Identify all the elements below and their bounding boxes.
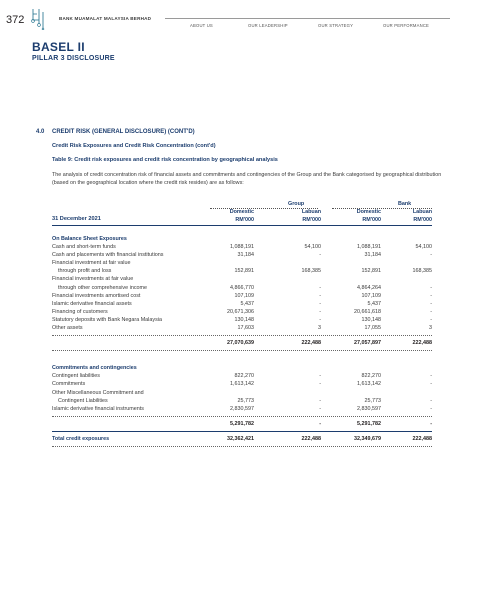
- nav-our-performance[interactable]: OUR PERFORMANCE: [383, 23, 430, 28]
- unit-header: RM'000: [362, 217, 381, 223]
- column-header-labuan-group: Labuan: [301, 209, 321, 215]
- row-value: 1,088,191: [230, 244, 254, 251]
- subtotal-value: 5,291,782: [230, 420, 254, 427]
- section-description: The analysis of credit concentration risk of financial assets and commitments and contingencies of the Group and the Bank categorised by geographical distribution (based on the geographical location where the credit risk resides) are as follows:: [52, 172, 442, 186]
- row-value: 1,088,191: [357, 244, 381, 251]
- total-value: 222,488: [301, 435, 321, 442]
- row-value: -: [430, 284, 432, 291]
- section-heading: [52, 235, 432, 243]
- table-row: [52, 284, 432, 292]
- row-value: 17,603: [237, 325, 254, 332]
- table-row: [52, 372, 432, 380]
- table-row: [52, 275, 432, 283]
- row-value: 25,773: [237, 397, 254, 404]
- row-value: -: [319, 316, 321, 323]
- total-value: 32,362,421: [227, 435, 254, 442]
- row-value: -: [319, 300, 321, 307]
- column-header-domestic-group: Domestic: [229, 209, 254, 215]
- bank-header: Bank: [398, 201, 412, 207]
- row-value: 4,864,264: [357, 284, 381, 291]
- row-label: Commitments: [52, 381, 86, 388]
- row-value: -: [430, 252, 432, 259]
- subtotal-value: -: [430, 420, 432, 427]
- subtotal-value: 5,291,782: [357, 420, 381, 427]
- row-value: 3: [318, 325, 321, 332]
- row-value: -: [430, 373, 432, 380]
- commitments-heading: Commitments and contingencies: [52, 365, 137, 372]
- subtotal-value: -: [319, 420, 321, 427]
- page-subtitle: PILLAR 3 DISCLOSURE: [32, 55, 115, 62]
- table-row: [52, 292, 432, 300]
- row-value: 5,437: [240, 300, 254, 307]
- row-label: Cash and placements with financial institutions: [52, 252, 164, 259]
- organization-name: BANK MUAMALAT MALAYSIA BERHAD: [59, 16, 152, 21]
- unit-header: RM'000: [235, 217, 254, 223]
- row-value: -: [430, 292, 432, 299]
- page-title: BASEL II: [32, 40, 85, 54]
- row-label: Contingent Liabilities: [58, 397, 108, 404]
- row-label: Cash and short-term funds: [52, 244, 116, 251]
- row-label: Statutory deposits with Bank Negara Malaysia: [52, 316, 162, 323]
- table-row: [52, 380, 432, 388]
- row-value: 152,891: [234, 268, 254, 275]
- row-value: 130,148: [361, 316, 381, 323]
- row-value: 31,184: [237, 252, 254, 259]
- row-value: -: [319, 405, 321, 412]
- on-balance-heading: On Balance Sheet Exposures: [52, 236, 127, 242]
- row-value: 1,613,142: [230, 381, 254, 388]
- row-value: -: [430, 300, 432, 307]
- subtotal-value: 222,488: [301, 340, 321, 347]
- row-value: -: [430, 316, 432, 323]
- total-label: Total credit exposures: [52, 435, 110, 442]
- table-row: [52, 259, 432, 267]
- date-header: 31 December 2021: [52, 216, 101, 222]
- row-value: -: [430, 405, 432, 412]
- subtotal-divider: [52, 335, 432, 336]
- row-value: 3: [429, 325, 432, 332]
- row-value: 20,671,306: [227, 308, 254, 315]
- row-value: -: [319, 308, 321, 315]
- table-row: [52, 316, 432, 324]
- subtotal-value: 222,488: [412, 340, 432, 347]
- row-label: Financial investment at fair value: [52, 260, 131, 267]
- row-label: Other assets: [52, 325, 83, 332]
- row-value: 822,270: [234, 373, 254, 380]
- subtotal-value: 27,057,897: [354, 340, 381, 347]
- subtotal-divider: [52, 350, 432, 351]
- total-divider: [52, 446, 432, 447]
- table-row: [52, 243, 432, 251]
- row-value: 107,109: [361, 292, 381, 299]
- row-value: 130,148: [234, 316, 254, 323]
- group-header: Group: [288, 201, 305, 207]
- row-value: 168,385: [301, 268, 321, 275]
- row-value: 2,830,597: [357, 405, 381, 412]
- row-value: 17,055: [364, 325, 381, 332]
- row-label: Financing of customers: [52, 308, 108, 315]
- row-value: 20,661,618: [354, 308, 381, 315]
- row-value: 25,773: [364, 397, 381, 404]
- nav-our-leadership[interactable]: OUR LEADERSHIP: [248, 23, 288, 28]
- row-value: 2,830,597: [230, 405, 254, 412]
- column-header-domestic-bank: Domestic: [356, 209, 381, 215]
- column-header-labuan-bank: Labuan: [412, 209, 432, 215]
- row-value: 152,891: [361, 268, 381, 275]
- table-row: [52, 300, 432, 308]
- row-label: Islamic derivative financial instruments: [52, 405, 144, 412]
- row-label: through profit and loss: [58, 268, 112, 275]
- total-value: 32,349,679: [354, 435, 381, 442]
- on-balance-subtotal-row: [52, 339, 432, 347]
- header-underline: [52, 225, 432, 226]
- row-value: 54,100: [415, 244, 432, 251]
- row-value: 31,184: [364, 252, 381, 259]
- nav-about-us[interactable]: ABOUT US: [190, 23, 213, 28]
- subtotal-value: 27,070,639: [227, 340, 254, 347]
- row-value: -: [319, 373, 321, 380]
- row-value: 54,100: [304, 244, 321, 251]
- table-row: [52, 324, 432, 332]
- row-value: -: [430, 397, 432, 404]
- row-label: Financial investments at fair value: [52, 276, 134, 283]
- total-value: 222,488: [412, 435, 432, 442]
- section-title: CREDIT RISK (GENERAL DISCLOSURE) (CONT'D): [52, 129, 195, 135]
- table-row: [52, 397, 432, 405]
- row-label: Islamic derivative financial assets: [52, 300, 132, 307]
- row-label: Financial investments amortised cost: [52, 292, 141, 299]
- row-value: -: [430, 308, 432, 315]
- section-number: 4.0: [36, 129, 45, 135]
- row-label: through other comprehensive income: [58, 284, 147, 291]
- commitments-subtotal-row: [52, 420, 432, 428]
- row-value: -: [319, 292, 321, 299]
- row-value: 4,866,770: [230, 284, 254, 291]
- section-subheading: Credit Risk Exposures and Credit Risk Concentration (cont'd): [52, 143, 216, 149]
- table-row: [52, 267, 432, 275]
- table-row: [52, 389, 432, 397]
- row-label: Contingent liabilities: [52, 373, 100, 380]
- row-value: 5,437: [367, 300, 381, 307]
- page-number: 372: [6, 14, 25, 26]
- row-value: -: [319, 252, 321, 259]
- total-divider: [52, 431, 432, 432]
- section-heading: [52, 364, 432, 372]
- row-value: 822,270: [361, 373, 381, 380]
- table-row: [52, 308, 432, 316]
- table-row: [52, 251, 432, 259]
- unit-header: RM'000: [413, 217, 432, 223]
- row-value: 1,613,142: [357, 381, 381, 388]
- row-value: -: [430, 381, 432, 388]
- header-rule: [165, 18, 450, 19]
- row-value: -: [319, 397, 321, 404]
- total-row: [52, 435, 432, 443]
- credit-exposure-table: [52, 235, 432, 450]
- row-value: -: [319, 381, 321, 388]
- row-value: -: [319, 284, 321, 291]
- row-label: Other Miscellaneous Commitment and: [52, 389, 144, 396]
- subtotal-divider: [52, 416, 432, 417]
- bank-logo-icon: [29, 8, 47, 30]
- unit-header: RM'000: [302, 217, 321, 223]
- table-title: Table 9: Credit risk exposures and credit risk concentration by geographical analysis: [52, 157, 278, 163]
- nav-our-strategy[interactable]: OUR STRATEGY: [318, 23, 354, 28]
- row-value: 107,109: [234, 292, 254, 299]
- row-value: 168,385: [412, 268, 432, 275]
- table-row: [52, 405, 432, 413]
